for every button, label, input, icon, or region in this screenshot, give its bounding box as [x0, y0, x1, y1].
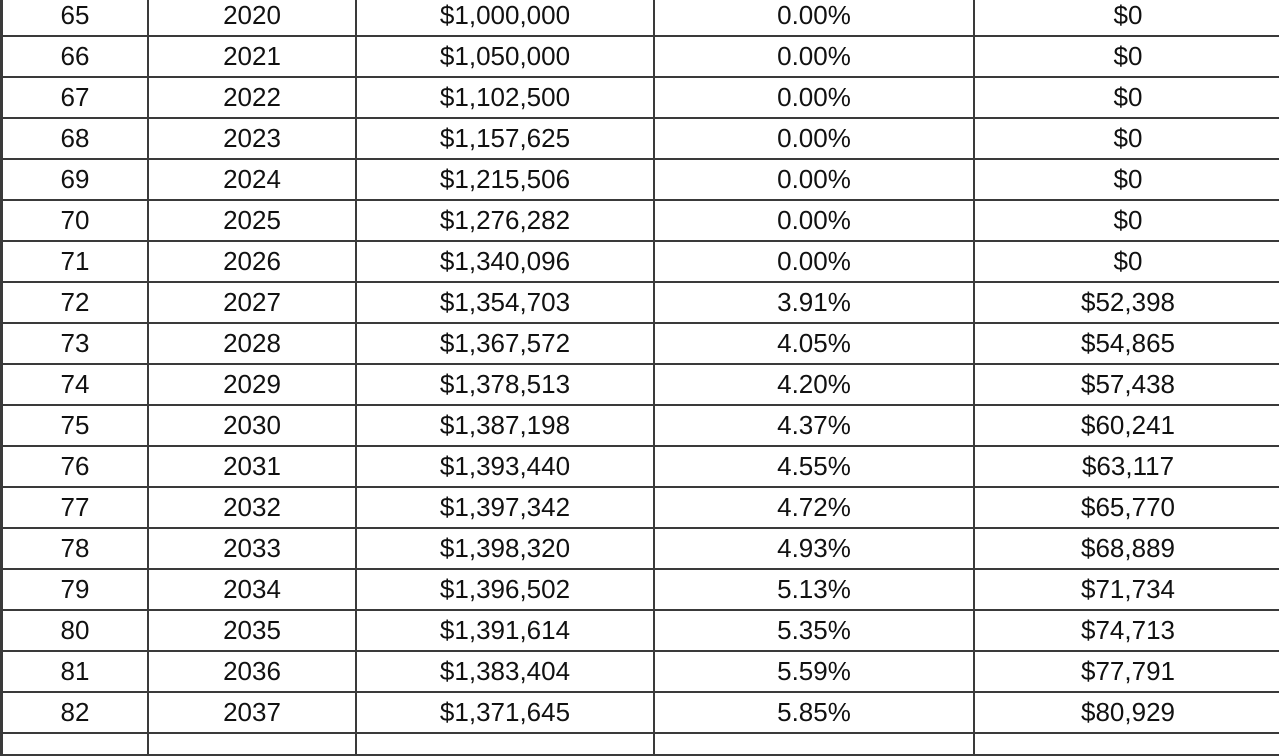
empty-cell[interactable]: [2, 733, 149, 755]
withdrawal-rate-cell[interactable]: 0.00%: [654, 36, 974, 77]
withdrawal-rate-cell[interactable]: 4.55%: [654, 446, 974, 487]
balance-cell[interactable]: $1,371,645: [356, 692, 654, 733]
age-cell[interactable]: 75: [2, 405, 149, 446]
balance-cell[interactable]: $1,398,320: [356, 528, 654, 569]
age-cell[interactable]: 74: [2, 364, 149, 405]
table-row: [2, 159, 1279, 200]
table-row: [2, 692, 1279, 733]
withdrawal-rate-cell[interactable]: 4.37%: [654, 405, 974, 446]
table-row: [2, 610, 1279, 651]
withdrawal-amount-cell[interactable]: $0: [974, 77, 1279, 118]
year-cell[interactable]: 2021: [148, 36, 356, 77]
balance-cell[interactable]: $1,000,000: [356, 0, 654, 36]
age-cell[interactable]: 72: [2, 282, 149, 323]
withdrawal-amount-cell[interactable]: $77,791: [974, 651, 1279, 692]
withdrawal-rate-cell[interactable]: 0.00%: [654, 200, 974, 241]
age-cell[interactable]: 76: [2, 446, 149, 487]
withdrawal-amount-cell[interactable]: $0: [974, 241, 1279, 282]
withdrawal-rate-cell[interactable]: 5.85%: [654, 692, 974, 733]
balance-cell[interactable]: $1,378,513: [356, 364, 654, 405]
withdrawal-rate-cell[interactable]: 3.91%: [654, 282, 974, 323]
balance-cell[interactable]: $1,396,502: [356, 569, 654, 610]
withdrawal-rate-cell[interactable]: 4.20%: [654, 364, 974, 405]
year-cell[interactable]: 2024: [148, 159, 356, 200]
table-row: [2, 487, 1279, 528]
balance-cell[interactable]: $1,383,404: [356, 651, 654, 692]
age-cell[interactable]: 70: [2, 200, 149, 241]
year-cell[interactable]: 2035: [148, 610, 356, 651]
table-row: [2, 569, 1279, 610]
year-cell[interactable]: 2023: [148, 118, 356, 159]
year-cell[interactable]: 2033: [148, 528, 356, 569]
withdrawal-amount-cell[interactable]: $0: [974, 200, 1279, 241]
balance-cell[interactable]: $1,367,572: [356, 323, 654, 364]
year-cell[interactable]: 2036: [148, 651, 356, 692]
balance-cell[interactable]: $1,215,506: [356, 159, 654, 200]
balance-cell[interactable]: $1,157,625: [356, 118, 654, 159]
empty-cell[interactable]: [356, 733, 654, 755]
balance-cell[interactable]: $1,397,342: [356, 487, 654, 528]
balance-cell[interactable]: $1,102,500: [356, 77, 654, 118]
year-cell[interactable]: 2028: [148, 323, 356, 364]
table-row-partial: [2, 733, 1279, 755]
age-cell[interactable]: 82: [2, 692, 149, 733]
withdrawal-amount-cell[interactable]: $0: [974, 118, 1279, 159]
withdrawal-amount-cell[interactable]: $74,713: [974, 610, 1279, 651]
table-body: [2, 0, 1279, 755]
withdrawal-amount-cell[interactable]: $63,117: [974, 446, 1279, 487]
balance-cell[interactable]: $1,387,198: [356, 405, 654, 446]
age-cell[interactable]: 66: [2, 36, 149, 77]
withdrawal-rate-cell[interactable]: 4.93%: [654, 528, 974, 569]
withdrawal-rate-cell[interactable]: 0.00%: [654, 0, 974, 36]
withdrawal-rate-cell[interactable]: 4.05%: [654, 323, 974, 364]
table-row: [2, 323, 1279, 364]
table-row: [2, 651, 1279, 692]
table-row: [2, 282, 1279, 323]
age-cell[interactable]: 67: [2, 77, 149, 118]
withdrawal-amount-cell[interactable]: $68,889: [974, 528, 1279, 569]
age-cell[interactable]: 71: [2, 241, 149, 282]
withdrawal-amount-cell[interactable]: $60,241: [974, 405, 1279, 446]
withdrawal-rate-cell[interactable]: 0.00%: [654, 118, 974, 159]
age-cell[interactable]: 78: [2, 528, 149, 569]
withdrawal-rate-cell[interactable]: 5.35%: [654, 610, 974, 651]
withdrawal-rate-cell[interactable]: 0.00%: [654, 77, 974, 118]
year-cell[interactable]: 2025: [148, 200, 356, 241]
table-row: [2, 528, 1279, 569]
balance-cell[interactable]: $1,393,440: [356, 446, 654, 487]
withdrawal-amount-cell[interactable]: $80,929: [974, 692, 1279, 733]
year-cell[interactable]: 2032: [148, 487, 356, 528]
year-cell[interactable]: 2034: [148, 569, 356, 610]
withdrawal-amount-cell[interactable]: $71,734: [974, 569, 1279, 610]
empty-cell[interactable]: [654, 733, 974, 755]
year-cell[interactable]: 2031: [148, 446, 356, 487]
withdrawal-rate-cell[interactable]: 0.00%: [654, 241, 974, 282]
balance-cell[interactable]: $1,354,703: [356, 282, 654, 323]
balance-cell[interactable]: $1,340,096: [356, 241, 654, 282]
withdrawal-amount-cell[interactable]: $65,770: [974, 487, 1279, 528]
balance-cell[interactable]: $1,276,282: [356, 200, 654, 241]
table-row: [2, 77, 1279, 118]
year-cell[interactable]: 2022: [148, 77, 356, 118]
table-row: [2, 446, 1279, 487]
table-row: [2, 405, 1279, 446]
age-cell[interactable]: 68: [2, 118, 149, 159]
withdrawal-amount-cell[interactable]: $0: [974, 0, 1279, 36]
withdrawal-amount-cell[interactable]: $0: [974, 36, 1279, 77]
balance-cell[interactable]: $1,391,614: [356, 610, 654, 651]
age-cell[interactable]: 65: [2, 0, 149, 36]
withdrawal-amount-cell[interactable]: $0: [974, 159, 1279, 200]
withdrawal-amount-cell[interactable]: $57,438: [974, 364, 1279, 405]
table-row: [2, 241, 1279, 282]
age-cell[interactable]: 77: [2, 487, 149, 528]
year-cell[interactable]: 2037: [148, 692, 356, 733]
withdrawal-rate-cell[interactable]: 0.00%: [654, 159, 974, 200]
table-row: [2, 364, 1279, 405]
year-cell[interactable]: 2027: [148, 282, 356, 323]
year-cell[interactable]: 2030: [148, 405, 356, 446]
age-cell[interactable]: 80: [2, 610, 149, 651]
empty-cell[interactable]: [974, 733, 1279, 755]
year-cell[interactable]: 2020: [148, 0, 356, 36]
table-row: [2, 0, 1279, 36]
empty-cell[interactable]: [148, 733, 356, 755]
withdrawal-amount-cell[interactable]: $54,865: [974, 323, 1279, 364]
year-cell[interactable]: 2029: [148, 364, 356, 405]
withdrawal-rate-cell[interactable]: 5.59%: [654, 651, 974, 692]
table-row: [2, 200, 1279, 241]
age-cell[interactable]: 81: [2, 651, 149, 692]
age-cell[interactable]: 69: [2, 159, 149, 200]
year-cell[interactable]: 2026: [148, 241, 356, 282]
age-cell[interactable]: 73: [2, 323, 149, 364]
table-row: [2, 118, 1279, 159]
table-row: [2, 36, 1279, 77]
withdrawal-rate-cell[interactable]: 4.72%: [654, 487, 974, 528]
age-cell[interactable]: 79: [2, 569, 149, 610]
balance-cell[interactable]: $1,050,000: [356, 36, 654, 77]
withdrawal-rate-cell[interactable]: 5.13%: [654, 569, 974, 610]
withdrawal-amount-cell[interactable]: $52,398: [974, 282, 1279, 323]
